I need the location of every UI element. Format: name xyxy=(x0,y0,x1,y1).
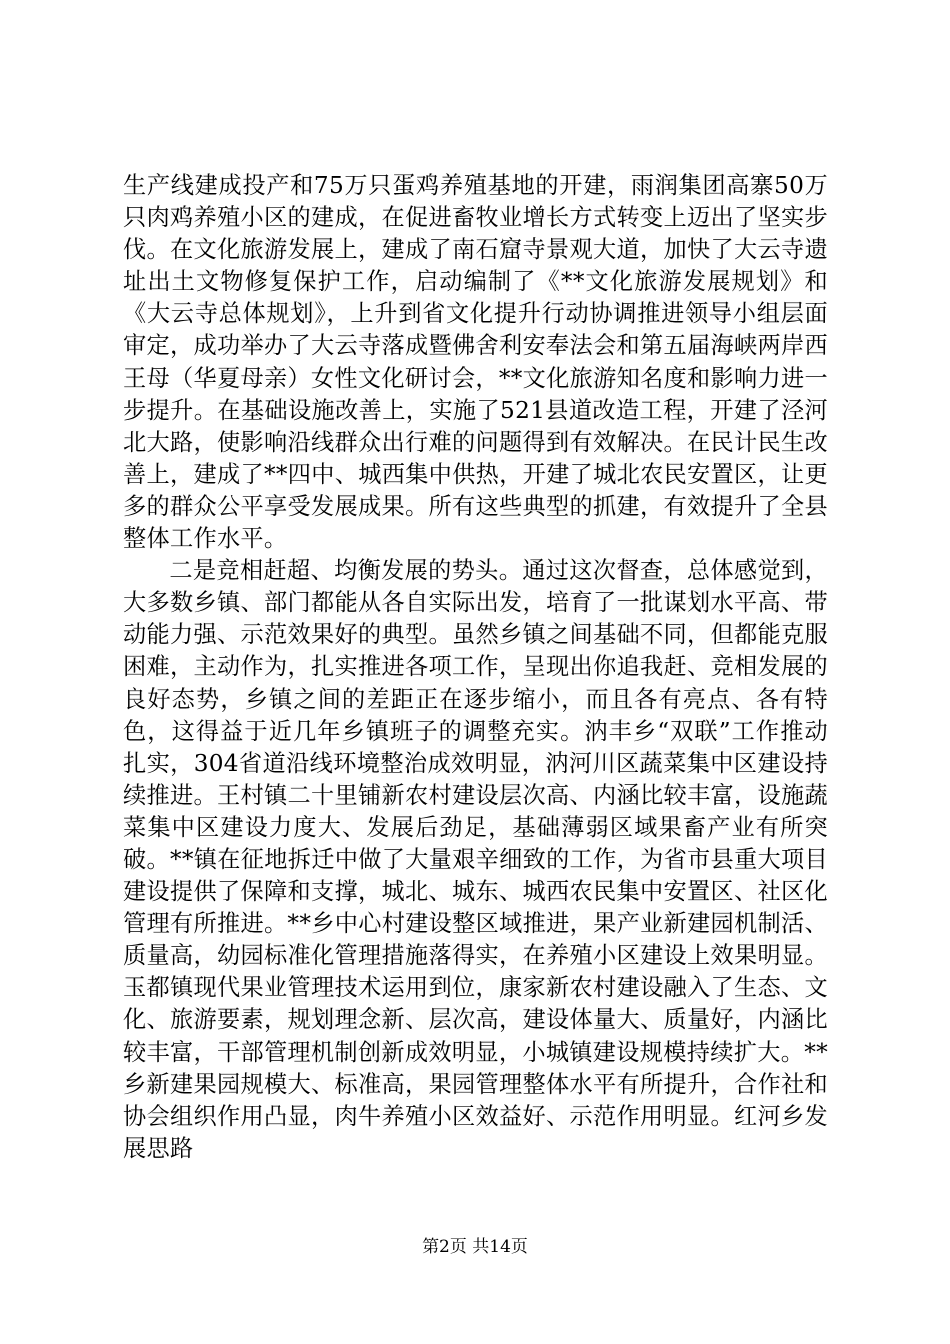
body-text xyxy=(123,170,828,1165)
paragraph-1: 生产线建成投产和75万只蛋鸡养殖基地的开建，雨润集团高寨50万只肉鸡养殖小区的建成，在促进畜牧业增长方式转变上迈出了坚实步伐。在文化旅游发展上，建成了南石窟寺景观大道，加快了大云寺遗址出土文物修复保护工作，启动编制了《**文化旅游发展规划》和《大云寺总体规划》，上升到省文化提升行动协调推进领导小组层面审定，成功举办了大云寺落成暨佛舍利安奉法会和第五届海峡两岸西王母（华夏母亲）女性文化研讨会，**文化旅游知名度和影响力进一步提升。在基础设施改善上，实施了521县道改造工程，开建了泾河北大路，使影响沿线群众出行难的问题得到有效解决。在民计民生改善上，建成了**四中、城西集中供热，开建了城北农民安置区，让更多的群众公平享受发展成果。所有这些典型的抓建，有效提升了全县整体工作水平。 xyxy=(123,172,828,553)
page-footer: 第2页 共14页 xyxy=(422,1237,528,1257)
paragraph-2: 二是竞相赶超、均衡发展的势头。通过这次督查，总体感觉到，大多数乡镇、部门都能从各自实际出发，培育了一批谋划水平高、带动能力强、示范效果好的典型。虽然乡镇之间基础不同，但都能克服困难，主动作为，扎实推进各项工作，呈现出你追我赶、竞相发展的良好态势，乡镇之间的差距正在逐步缩小，而且各有亮点、各有特色，这得益于近几年乡镇班子的调整充实。汭丰乡“双联”工作推动扎实，304省道沿线环境整治成效明显，汭河川区蔬菜集中区建设持续推进。王村镇二十里铺新农村建设层次高、内涵比较丰富，设施蔬菜集中区建设力度大、发展后劲足，基础薄弱区域果畜产业有所突破。**镇在征地拆迁中做了大量艰辛细致的工作，为省市县重大项目建设提供了保障和支撑，城北、城东、城西农民集中安置区、社区化管理有所推进。**乡中心村建设整区域推进，果产业新建园机制活、质量高，幼园标准化管理措施落得实，在养殖小区建设上效果明显。玉都镇现代果业管理技术运用到位，康家新农村建设融入了生态、文化、旅游要素，规划理念新、层次高，建设体量大、质量好，内涵比较丰富，干部管理机制创新成效明显，小城镇建设规模持续扩大。**乡新建果园规模大、标准高，果园管理整体水平有所提升，合作社和协会组织作用凸显，肉牛养殖小区效益好、示范作用明显。红河乡发展思路 xyxy=(123,557,828,1162)
